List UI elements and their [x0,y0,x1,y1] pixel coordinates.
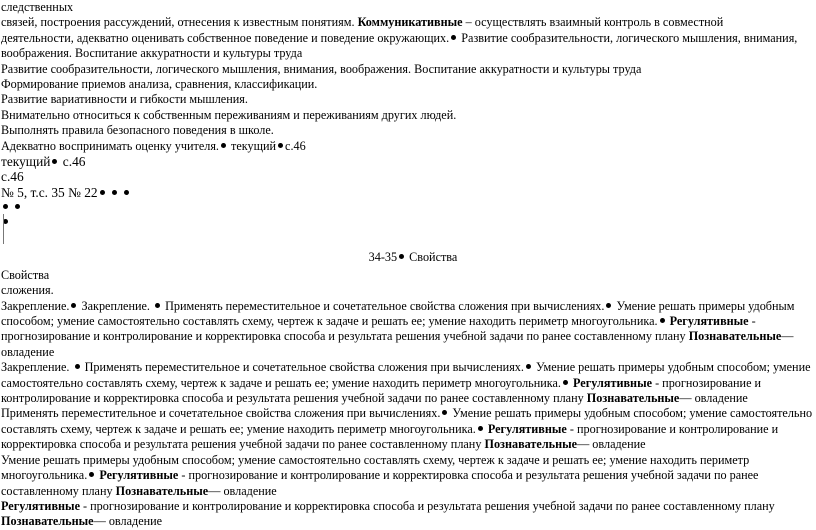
text-run: текущий [227,138,277,153]
bullet-icon [399,254,404,259]
text-run: — овладение [208,483,277,498]
spacer [1,231,813,246]
bullet-icon [478,426,483,431]
term-cognitive: Познавательные [586,391,680,406]
text-run: Применять переместительное и сочетательное свойства сложения при вычислениях. [81,360,524,375]
bullet-icon [221,143,226,148]
text-run: Развитие сообразительности, логического мышления, внимания, [458,30,798,45]
paragraph [1,360,813,406]
margin-marker [3,214,4,244]
text-run: с.46 [285,138,306,153]
term-regulative: Регулятивные [569,375,653,390]
bullet-line [1,215,813,230]
text-run: — овладение [1,329,794,359]
bullet-icon [155,303,160,308]
text-run: Умение решать примеры удобным способом; умение самостоятельно составлять схему, чертеж к задаче и решать ее; умение находить периметр многоугольника. [1,406,813,436]
bullet-icon [278,143,283,148]
term-regulative: Регулятивные [1,498,80,513]
term-regulative: Регулятивные [484,421,567,436]
text-run: Умение решать примеры удобным способом; умение самостоятельно составлять схему, чертеж к задаче и решать ее; умение находить периметр многоугольника. [1,360,811,390]
term-cognitive: Познавательные [688,329,782,344]
text-run: Закрепление. [1,298,70,313]
text-run: - прогнозирование и контролирование и корректировка способа и результата решения учебной задачи по ранее составленному плану [1,468,759,498]
text-run: Умение решать примеры удобным способом; умение самостоятельно составлять схему, чертеж к задаче и решать ее; умение находить периметр многоугольника. [1,298,795,329]
bullet-icon [660,318,665,323]
text-run: - прогнозирование и контролирование и корректировка способа и результата решения учебной задачи по ранее составленному плану [1,421,779,452]
paragraph [1,499,813,530]
text-run: Применять переместительное и сочетательное свойства сложения при вычислениях. [162,298,605,313]
text-line [1,185,813,200]
heading-number: 34-35 [368,249,398,264]
text-run: — овладение [577,437,646,452]
text-run: с.46 [59,153,86,169]
text-run: - прогнозирование и контролирование и корректировка способа и результата решения учебной задачи по ранее составленному плану [1,375,762,406]
text-line: сложения. [1,283,54,298]
text-line: воображения. Воспитание аккуратности и культуры труда [1,46,303,61]
text-run: № 5, т.с. 35 № 22 [1,184,98,200]
bullet-icon [15,204,20,209]
paragraph [1,299,813,361]
text-run: Умение решать примеры удобным способом; умение самостоятельно составлять схему, чертеж к задаче и решать ее; умение находить периметр многоугольника. [1,452,750,483]
term-cognitive: Познавательные [1,514,94,529]
paragraph [1,453,813,499]
text-run: Адекватно воспринимать оценку учителя. [1,138,219,153]
term-regulative: Регулятивные [96,468,179,483]
bullet-icon [606,303,611,308]
text-line: с.46 [1,169,24,185]
bullet-icon [52,159,57,164]
text-run: — овладение [679,391,748,406]
text-run: Закрепление. [78,298,154,313]
text-run: — овладение [93,514,163,529]
text-line: Развитие сообразительности, логического мышления, внимания, воображения. Воспитание аккуратности и культуры труда [1,61,642,76]
bullet-icon [124,190,129,195]
text-run: деятельности, адекватно оценивать собственное поведение и поведение окружающих. [1,30,450,45]
text-line: Формирование приемов анализа, сравнения, классификации. [1,76,318,91]
term-cognitive: Познавательные [115,483,209,498]
text-run: связей, построения рассуждений, отнесения к известным понятиям. [1,15,355,30]
text-run: Закрепление. [1,360,73,375]
text-line [1,139,813,154]
bullet-icon [112,190,117,195]
paragraph [1,406,813,452]
text-run: – осуществлять взаимный контроль в совместной [462,15,724,30]
section-heading [1,246,813,268]
bullet-icon [89,472,94,477]
bullet-icon [526,364,531,369]
text-run: - прогнозирование и контролирование и корректировка способа и результата решения учебной задачи по ранее составленному плану [80,498,775,513]
text-line [1,15,813,30]
bullet-icon [71,303,76,308]
text-line: Выполнять правила безопасного поведения в школе. [1,123,274,138]
text-line: Свойства [1,267,50,282]
text-run: - прогнозирование и контролирование и корректировка способа и результата решения учебной задачи по ранее составленному плану [1,314,756,344]
bullet-icon [442,410,447,415]
bullet-icon [563,380,568,385]
bullet-icon [451,35,456,40]
term-communicative: Коммуникативные [357,15,463,30]
text-line [1,154,813,169]
bullet-line [1,200,813,215]
bullet-icon [3,204,8,209]
text-run: текущий [1,153,51,169]
bullet-icon [100,190,105,195]
term-cognitive: Познавательные [484,437,578,452]
text-line: Внимательно относиться к собственным переживаниям и переживаниям других людей. [1,107,457,122]
text-line [1,31,813,46]
text-line: следственных [1,0,74,14]
term-regulative: Регулятивные [666,314,749,329]
text-run: Применять переместительное и сочетательное свойства сложения при вычислениях. [1,406,441,421]
text-line: Развитие вариативности и гибкости мышления. [1,92,248,107]
bullet-icon [75,364,80,369]
heading-title: Свойства [406,249,458,264]
